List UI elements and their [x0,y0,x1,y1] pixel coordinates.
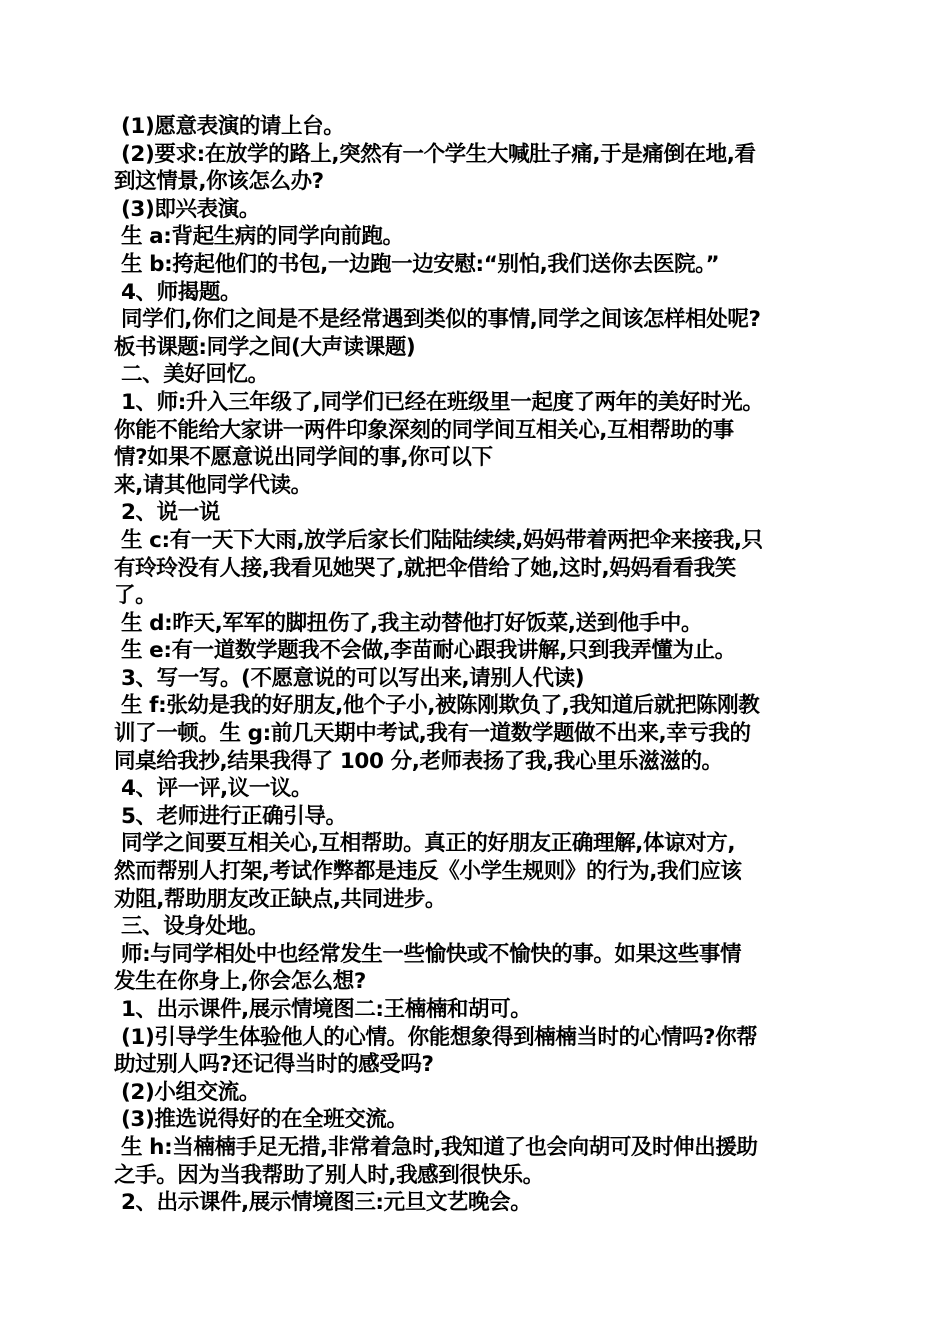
text-line: 到这情景,你该怎么办? [114,169,324,195]
text-line: 有玲玲没有人接,我看见她哭了,就把伞借给了她,这时,妈妈看看我笑 [114,555,736,581]
text-line: 情?如果不愿意说出同学间的事,你可以下 [114,445,493,471]
text-line: 你能不能给大家讲一两件印象深刻的同学间互相关心,互相帮助的事 [114,417,734,443]
text-line: (2)要求:在放学的路上,突然有一个学生大喊肚子痛,于是痛倒在地,看 [121,141,756,167]
text-line: (1)引导学生体验他人的心情。你能想象得到楠楠当时的心情吗?你帮 [121,1024,758,1050]
text-line: 发生在你身上,你会怎么想? [114,969,366,995]
section-heading: 二、美好回忆。 [121,362,269,388]
text-line: 师:与同学相处中也经常发生一些愉快或不愉快的事。如果这些事情 [121,941,742,967]
text-line: 同学们,你们之间是不是经常遇到类似的事情,同学之间该怎样相处呢? [121,307,761,333]
text-line: (3)推选说得好的在全班交流。 [121,1107,408,1133]
document-page [114,113,844,1217]
text-line: 生 f:张幼是我的好朋友,他个子小,被陈刚欺负了,我知道后就把陈刚教 [121,693,760,719]
text-line: 2、出示课件,展示情境图三:元旦文艺晚会。 [121,1190,532,1216]
text-line: 4、师揭题。 [121,279,242,305]
text-line: 助过别人吗?还记得当时的感受吗? [114,1052,434,1078]
section-heading: 三、设身处地。 [121,914,269,940]
text-line: 来,请其他同学代读。 [114,472,312,498]
text-line: 2、说一说 [121,500,220,526]
text-line: 生 h:当楠楠手足无措,非常着急时,我知道了也会向胡可及时伸出援助 [121,1134,758,1160]
text-line: 1、师:升入三年级了,同学们已经在班级里一起度了两年的美好时光。 [121,389,764,415]
text-line: 生 a:背起生病的同学向前跑。 [121,224,404,250]
text-line: 板书课题:同学之间(大声读课题) [114,334,416,360]
text-line: 生 b:挎起他们的书包,一边跑一边安慰:“别怕,我们送你去医院。” [121,251,720,277]
text-line: 5、老师进行正确引导。 [121,803,347,829]
text-line: 生 c:有一天下大雨,放学后家长们陆陆续续,妈妈带着两把伞来接我,只 [121,527,763,553]
text-line: (3)即兴表演。 [121,196,260,222]
text-line: 3、写一写。(不愿意说的可以写出来,请别人代读) [121,665,585,691]
text-line: 了。 [114,583,157,609]
text-line: 劝阻,帮助朋友改正缺点,共同进步。 [114,886,447,912]
text-line: 4、评一评,议一议。 [121,776,313,802]
text-line: 同学之间要互相关心,互相帮助。真正的好朋友正确理解,体谅对方, [121,831,736,857]
text-line: (2)小组交流。 [121,1079,260,1105]
text-line: 生 e:有一道数学题我不会做,李苗耐心跟我讲解,只到我弄懂为止。 [121,638,736,664]
text-line: 同桌给我抄,结果我得了 100 分,老师表扬了我,我心里乐滋滋的。 [114,748,723,774]
text-line: 之手。因为当我帮助了别人时,我感到很快乐。 [114,1162,544,1188]
text-line: (1)愿意表演的请上台。 [121,114,345,139]
text-line: 然而帮别人打架,考试作弊都是违反《小学生规则》的行为,我们应该 [114,859,742,885]
text-line: 训了一顿。生 g:前几天期中考试,我有一道数学题做不出来,幸亏我的 [114,721,751,747]
text-line: 生 d:昨天,军军的脚扭伤了,我主动替他打好饭菜,送到他手中。 [121,610,703,636]
text-line: 1、出示课件,展示情境图二:王楠楠和胡可。 [121,997,532,1022]
